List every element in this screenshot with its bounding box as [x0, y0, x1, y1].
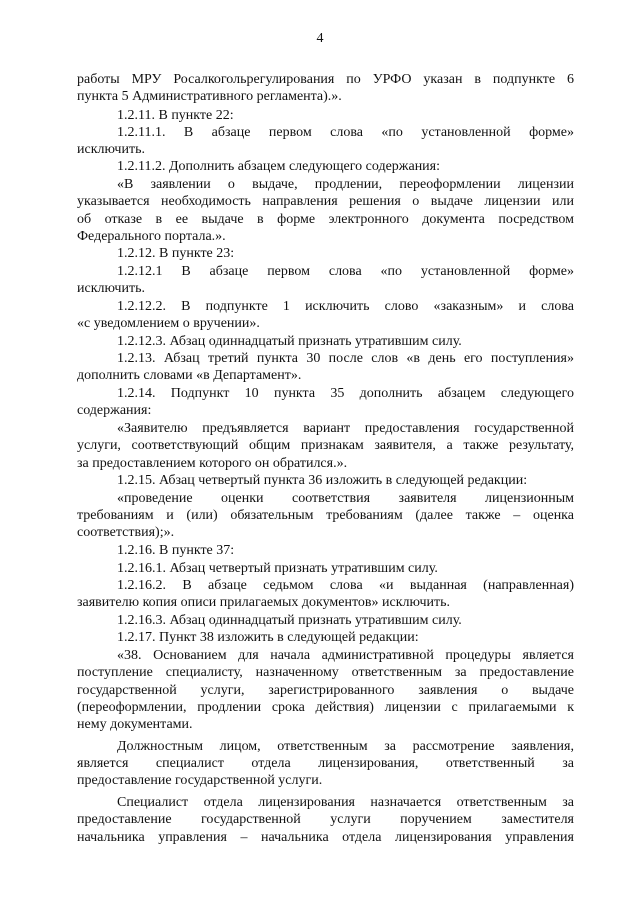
text-line: является специалист отдела лицензирования, ответственный за — [77, 756, 574, 771]
text-line: 1.2.12. В пункте 23: — [117, 246, 235, 261]
text-line: соответствия);». — [77, 525, 175, 540]
text-line: исключить. — [77, 142, 145, 157]
text-line: «38. Основанием для начала административной процедуры является — [117, 648, 574, 663]
text-line: указывается необходимость направления решения о выдаче лицензии или — [77, 194, 574, 209]
text-line: 1.2.14. Подпункт 10 пункта 35 дополнить абзацем следующего — [117, 386, 574, 401]
text-line: «В заявлении о выдаче, продлении, переоформлении лицензии — [117, 177, 574, 192]
text-line: работы МРУ Росалкогольрегулирования по УРФО указан в подпункте 6 — [77, 72, 574, 87]
text-line: дополнить словами «в Департамент». — [77, 368, 302, 383]
text-line: 1.2.12.1 В абзаце первом слова «по установленной форме» — [117, 264, 574, 279]
text-line: заявителю копия описи прилагаемых документов» исключить. — [77, 595, 450, 610]
text-line: Федерального портала.». — [77, 229, 226, 244]
text-line: 1.2.12.3. Абзац одиннадцатый признать утратившим силу. — [117, 334, 462, 349]
text-line: государственной услуги, зарегистрированного заявления о выдаче — [77, 683, 574, 698]
text-line: 1.2.11.1. В абзаце первом слова «по установленной форме» — [117, 125, 574, 140]
text-line: «с уведомлением о вручении». — [77, 316, 260, 331]
text-line: требованиям и (или) обязательным требованиям (далее также – оценка — [77, 508, 574, 523]
text-line: поступление специалисту, назначенному ответственным за предоставление — [77, 665, 574, 680]
text-line: 1.2.17. Пункт 38 изложить в следующей редакции: — [117, 630, 419, 645]
text-line: Специалист отдела лицензирования назначается ответственным за — [117, 795, 574, 810]
text-line: предоставление государственной услуги. — [77, 773, 323, 788]
text-line: 1.2.11.2. Дополнить абзацем следующего содержания: — [117, 159, 441, 174]
text-line: 1.2.16.3. Абзац одиннадцатый признать утратившим силу. — [117, 613, 462, 628]
text-line: начальника управления – начальника отдела лицензирования управления — [77, 830, 574, 845]
text-line: предоставление государственной услуги поручением заместителя — [77, 812, 574, 827]
text-line: 1.2.11. В пункте 22: — [117, 108, 234, 123]
text-line: 1.2.12.2. В подпункте 1 исключить слово «заказным» и слова — [117, 299, 574, 314]
text-line: 1.2.13. Абзац третий пункта 30 после слов «в день его поступления» — [117, 351, 574, 366]
text-line: содержания: — [77, 403, 152, 418]
text-line: пункта 5 Административного регламента).». — [77, 89, 342, 104]
text-line: «проведение оценки соответствия заявителя лицензионным — [117, 491, 574, 506]
text-line: 1.2.16.2. В абзаце седьмом слова «и выданная (направленная) — [117, 578, 574, 593]
text-line: 1.2.16.1. Абзац четвертый признать утратившим силу. — [117, 561, 438, 576]
text-line: за предоставлением которого он обратился.». — [77, 456, 348, 471]
text-line: Должностным лицом, ответственным за рассмотрение заявления, — [117, 739, 574, 754]
text-line: «Заявителю предъявляется вариант предоставления государственной — [117, 421, 574, 436]
text-line: исключить. — [77, 281, 145, 296]
text-line: услуги, соответствующий общим признакам заявителя, а также результату, — [77, 438, 574, 453]
text-line: об отказе в ее выдаче в форме электронного документа посредством — [77, 212, 574, 227]
page-number: 4 — [316, 31, 324, 46]
text-line: нему документами. — [77, 717, 193, 732]
text-line: (переоформлении, продлении срока действия) лицензии с прилагаемыми к — [77, 700, 574, 715]
text-line: 1.2.15. Абзац четвертый пункта 36 изложить в следующей редакции: — [117, 473, 528, 488]
text-line: 1.2.16. В пункте 37: — [117, 543, 235, 558]
